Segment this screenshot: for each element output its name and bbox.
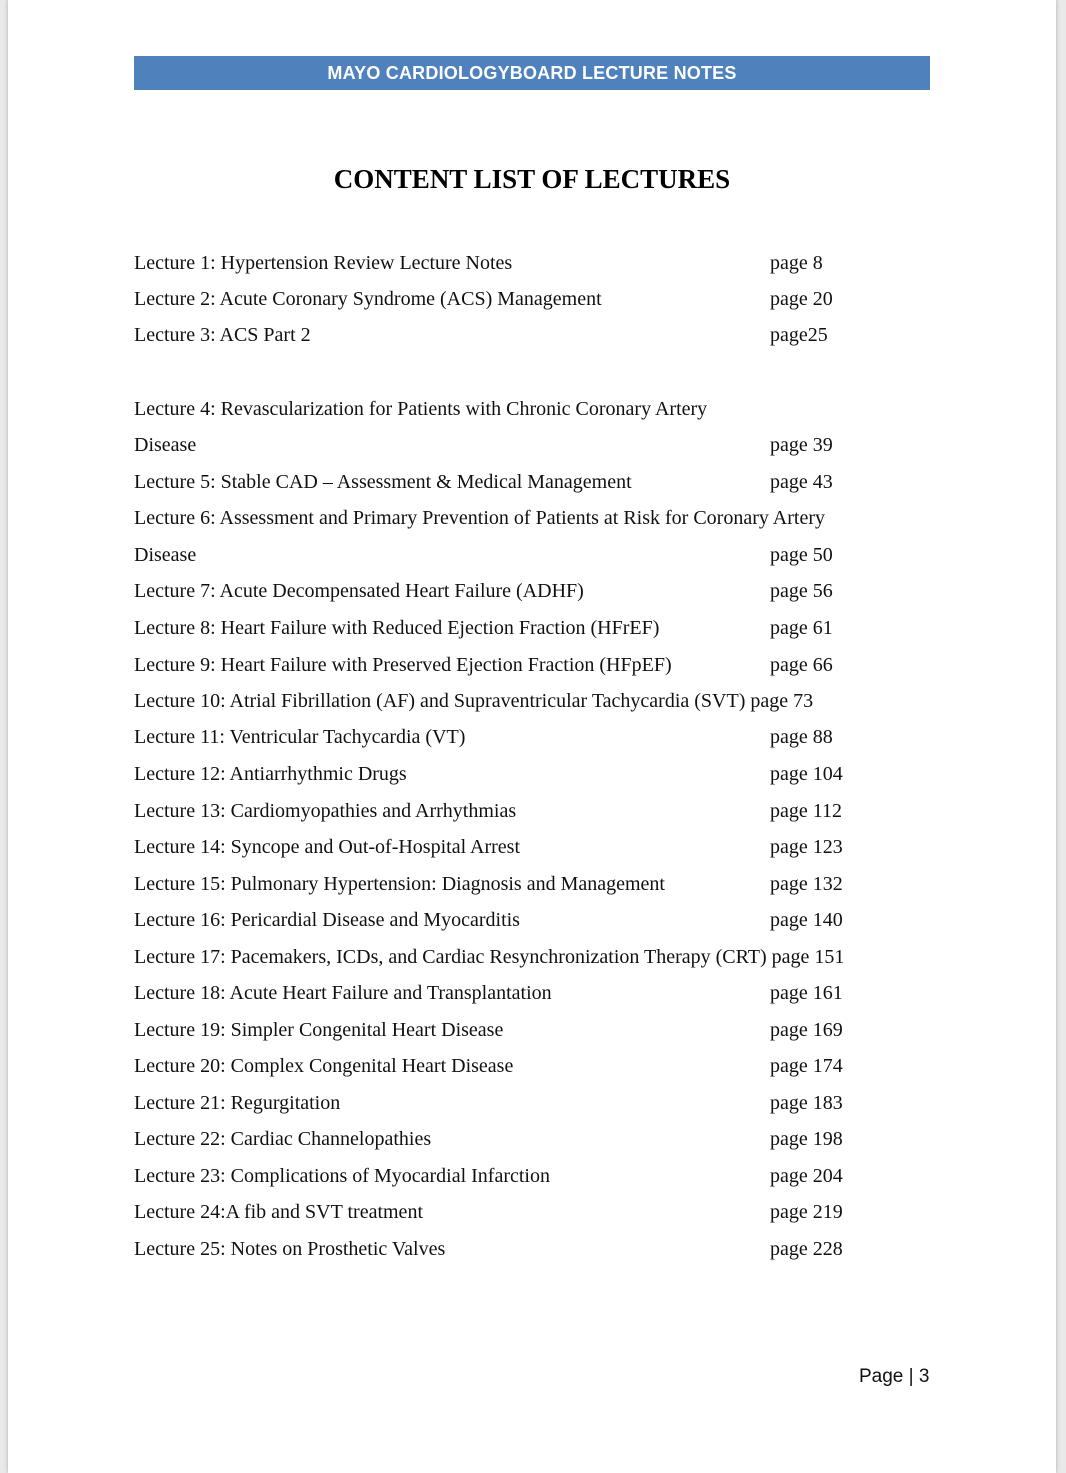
toc-entry-10: Lecture 10: Atrial Fibrillation (AF) and Supraventricular Tachycardia (SVT) page 73 <box>134 690 814 712</box>
toc-page-8: page 61 <box>770 617 833 639</box>
toc-entry-16: Lecture 16: Pericardial Disease and Myocarditis <box>134 909 520 931</box>
toc-page-5: page 43 <box>770 471 833 493</box>
toc-page-6: page 50 <box>770 544 833 566</box>
toc-page-3: page25 <box>770 324 828 346</box>
toc-page-11: page 88 <box>770 726 833 748</box>
toc-page-23: page 204 <box>770 1165 843 1187</box>
toc-entry-18: Lecture 18: Acute Heart Failure and Transplantation <box>134 982 552 1004</box>
toc-page-24: page 219 <box>770 1201 843 1223</box>
toc-page-7: page 56 <box>770 580 833 602</box>
toc-entry-8: Lecture 8: Heart Failure with Reduced Ejection Fraction (HFrEF) <box>134 617 660 639</box>
header-banner: MAYO CARDIOLOGYBOARD LECTURE NOTES <box>134 56 930 90</box>
toc-page-12: page 104 <box>770 763 843 785</box>
toc-entry-1: Lecture 1: Hypertension Review Lecture Notes <box>134 252 513 274</box>
toc-entry-11: Lecture 11: Ventricular Tachycardia (VT) <box>134 726 466 748</box>
toc-page-14: page 123 <box>770 836 843 858</box>
document-page <box>8 0 1056 1473</box>
toc-entry-21: Lecture 21: Regurgitation <box>134 1092 341 1114</box>
toc-entry-17: Lecture 17: Pacemakers, ICDs, and Cardiac Resynchronization Therapy (CRT) page 151 <box>134 946 845 968</box>
toc-entry-23: Lecture 23: Complications of Myocardial Infarction <box>134 1165 550 1187</box>
toc-entry-7: Lecture 7: Acute Decompensated Heart Failure (ADHF) <box>134 580 584 602</box>
toc-entry-19: Lecture 19: Simpler Congenital Heart Disease <box>134 1019 504 1041</box>
toc-page-21: page 183 <box>770 1092 843 1114</box>
toc-page-2: page 20 <box>770 288 833 310</box>
toc-entry-24: Lecture 24:A fib and SVT treatment <box>134 1201 423 1223</box>
toc-page-1: page 8 <box>770 252 823 274</box>
toc-entry-13: Lecture 13: Cardiomyopathies and Arrhythmias <box>134 800 517 822</box>
toc-entry-22: Lecture 22: Cardiac Channelopathies <box>134 1128 432 1150</box>
toc-entry-4-continued: Disease <box>134 434 197 456</box>
toc-entry-2: Lecture 2: Acute Coronary Syndrome (ACS) Management <box>134 288 602 310</box>
toc-entry-3: Lecture 3: ACS Part 2 <box>134 324 311 346</box>
toc-entry-4: Lecture 4: Revascularization for Patients with Chronic Coronary Artery <box>134 398 708 420</box>
toc-entry-6-continued: Disease <box>134 544 197 566</box>
toc-entry-12: Lecture 12: Antiarrhythmic Drugs <box>134 763 407 785</box>
toc-page-19: page 169 <box>770 1019 843 1041</box>
toc-entry-20: Lecture 20: Complex Congenital Heart Disease <box>134 1055 514 1077</box>
page-number-footer: Page | 3 <box>859 1366 930 1387</box>
toc-page-18: page 161 <box>770 982 843 1004</box>
toc-page-16: page 140 <box>770 909 843 931</box>
toc-entry-15: Lecture 15: Pulmonary Hypertension: Diagnosis and Management <box>134 873 665 895</box>
toc-page-20: page 174 <box>770 1055 843 1077</box>
toc-entry-6: Lecture 6: Assessment and Primary Prevention of Patients at Risk for Coronary Artery <box>134 507 825 529</box>
toc-page-9: page 66 <box>770 654 833 676</box>
toc-entry-25: Lecture 25: Notes on Prosthetic Valves <box>134 1238 446 1260</box>
toc-page-25: page 228 <box>770 1238 843 1260</box>
toc-entry-9: Lecture 9: Heart Failure with Preserved Ejection Fraction (HFpEF) <box>134 654 672 676</box>
toc-page-13: page 112 <box>770 800 843 822</box>
page-title: CONTENT LIST OF LECTURES <box>333 164 731 194</box>
toc-page-22: page 198 <box>770 1128 843 1150</box>
toc-page-15: page 132 <box>770 873 843 895</box>
toc-entry-14: Lecture 14: Syncope and Out-of-Hospital Arrest <box>134 836 521 858</box>
toc-entry-5: Lecture 5: Stable CAD – Assessment & Medical Management <box>134 471 632 493</box>
toc-page-4: page 39 <box>770 434 833 456</box>
